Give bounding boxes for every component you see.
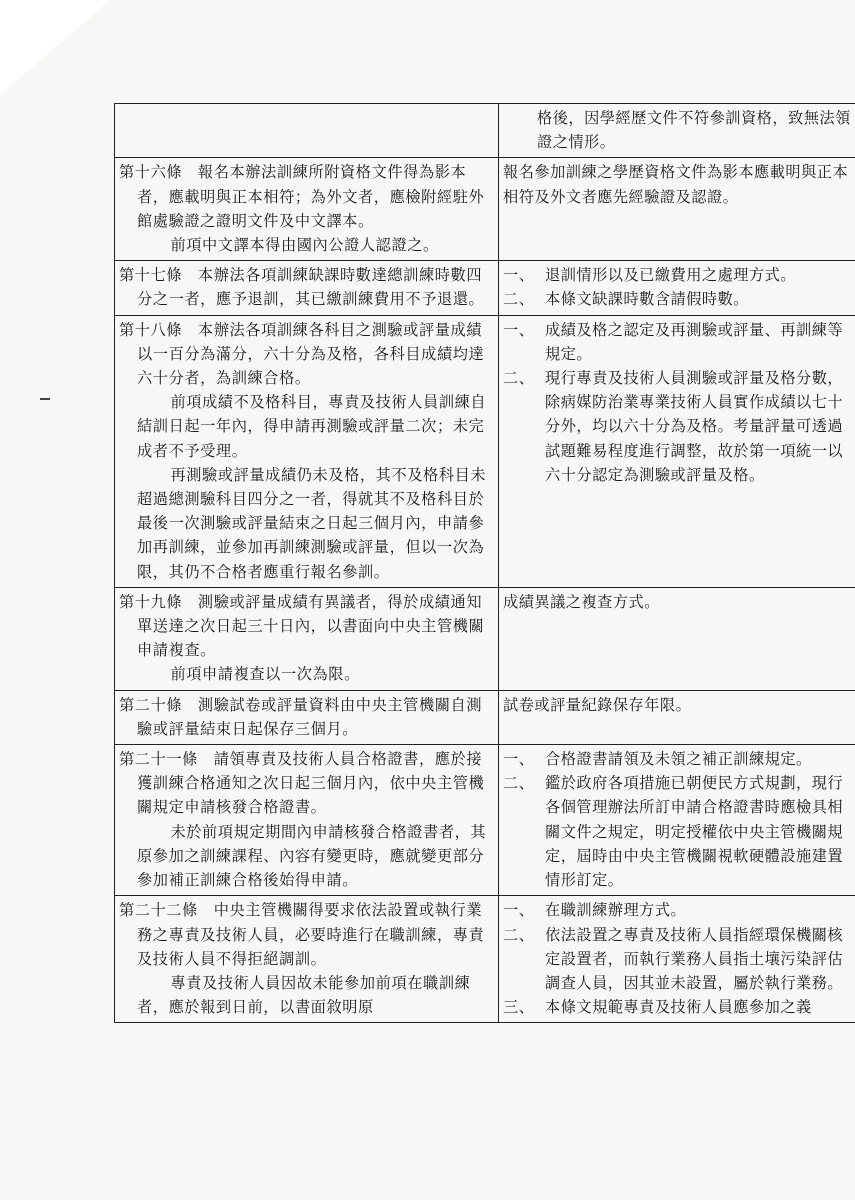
article-text: 第二十二條 中央主管機關得要求依法設置或執行業務之專責及技術人員，必要時進行在職訓練，專責及技術人員不得拒絕調訓。 [119, 901, 485, 968]
explanation-text: 成績異議之複查方式。 [503, 592, 660, 611]
item-text: 本條文缺課時數含請假時數。 [545, 290, 749, 309]
item-number: 二、 [503, 925, 535, 944]
article-text: 第二十條 測驗試卷或評量資料由中央主管機關自測驗或評量結束日起保存三個月。 [119, 695, 483, 738]
explanation-text: 報名參加訓練之學歷資格文件為影本應載明與正本相符及外文者應先經驗證及認證。 [503, 163, 849, 206]
article-paragraph: 前項中文譯本得由國內公證人認證之。 [170, 236, 439, 255]
explanation-item [503, 995, 853, 1019]
table-row [115, 104, 855, 158]
explanation-cell [499, 587, 855, 690]
table-row [115, 745, 855, 896]
article-text: 第十七條 本辦法各項訓練缺課時數達總訓練時數四分之一者，應予退訓，其已繳訓練費用不予退還。 [119, 266, 485, 309]
table-row [115, 690, 855, 744]
explanation-cell [499, 104, 855, 158]
article-cell [115, 158, 499, 261]
article-paragraph: 專責及技術人員因故未能參加前項在職訓練者，應於報到日前，以書面敘明原 [137, 973, 471, 1017]
item-text: 依法設置之專責及技術人員指經環保機關核定設置者，而執行業務人員指土壤污染評估調查人員，因其並未設置，屬於執行業務。 [545, 925, 844, 992]
item-text: 本條文規範專責及技術人員應參加之義 [545, 998, 812, 1017]
item-number: 一、 [503, 266, 535, 285]
explanation-text: 試卷或評量紀錄保存年限。 [503, 695, 692, 714]
explanation-item [503, 318, 853, 366]
article-cell [115, 104, 499, 158]
item-number: 一、 [503, 901, 535, 920]
article-paragraph: 前項成績不及格科目，專責及技術人員訓練自結訓日起一年內，得申請再測驗或評量二次；未完成者不予受理。 [137, 393, 487, 460]
item-number: 一、 [503, 750, 535, 769]
article-paragraph: 前項申請複查以一次為限。 [170, 665, 360, 684]
explanation-item [503, 898, 853, 922]
article-paragraph: 未於前項規定期間內申請核發合格證書者，其原參加之訓練課程、內容有變更時，應就變更部分參加補正訓練合格後始得申請。 [137, 822, 487, 890]
item-number: 三、 [503, 998, 535, 1017]
article-cell [115, 315, 499, 587]
article-text: 第二十一條 請領專責及技術人員合格證書，應於接獲訓練合格通知之次日起三個月內，依中央主管機關規定申請核發合格證書。 [119, 750, 485, 817]
scan-corner-shadow [0, 0, 110, 95]
article-cell [115, 745, 499, 896]
table-row [115, 896, 855, 1023]
explanation-cell [499, 745, 855, 896]
table-row [115, 587, 855, 690]
article-text: 第十九條 測驗或評量成績有異議者，得於成績通知單送達之次日起三十日內，以書面向中央主管機關申請複查。 [119, 592, 485, 660]
explanation-cell [499, 690, 855, 744]
item-number: 二、 [503, 774, 535, 793]
table-row [115, 315, 855, 587]
explanation-item [503, 747, 853, 771]
item-text: 鑑於政府各項措施已朝便民方式規劃，現行各個管理辦法所訂申請合格證書時應檢具相關文件之規定，明定授權依中央主管機關規定，屆時由中央主管機關視軟硬體設施建置情形訂定。 [545, 774, 844, 890]
explanation-cell [499, 261, 855, 315]
explanation-cell [499, 896, 855, 1023]
explanation-continuation: 格後，因學經歷文件不符參訓資格，致無法領證之情形。 [537, 109, 851, 152]
explanation-cell [499, 315, 855, 587]
regulation-table [114, 103, 855, 1023]
explanation-item [503, 366, 853, 487]
explanation-item [503, 923, 853, 996]
article-cell [115, 690, 499, 744]
table-row [115, 158, 855, 261]
explanation-cell [499, 158, 855, 261]
item-text: 現行專責及技術人員測驗或評量及格分數，除病媒防治業專業技術人員實作成績以七十分外，均以六十分為及格。考量評量可透過試題難易程度進行調整，故於第一項統一以六十分認定為測驗或評量及格。 [545, 369, 844, 484]
article-cell [115, 896, 499, 1023]
article-cell [115, 587, 499, 690]
item-number: 一、 [503, 320, 535, 339]
explanation-item [503, 771, 853, 892]
item-number: 二、 [503, 290, 535, 309]
item-text: 成績及格之認定及再測驗或評量、再訓練等規定。 [545, 320, 844, 363]
article-paragraph: 再測驗或評量成績仍未及格，其不及格科目未超過總測驗科目四分之一者，得就其不及格科目於最後一次測驗或評量結束之日起三個月內，申請參加再訓練，並參加再訓練測驗或評量，但以一次為限，其仍不合格者應重行報名參訓。 [137, 465, 487, 581]
item-text: 在職訓練辦理方式。 [545, 901, 687, 920]
explanation-item [503, 287, 853, 311]
scan-mark [40, 398, 50, 400]
item-number: 二、 [503, 369, 535, 388]
article-text: 第十六條 報名本辦法訓練所附資格文件得為影本者，應載明與正本相符；為外文者，應檢附經駐外館處驗證之證明文件及中文譯本。 [119, 163, 485, 230]
explanation-item [503, 263, 853, 287]
table-row [115, 261, 855, 315]
item-text: 合格證書請領及未領之補正訓練規定。 [545, 750, 812, 769]
article-text: 第十八條 本辦法各項訓練各科目之測驗或評量成績以一百分為滿分，六十分為及格，各科目成績均達六十分者，為訓練合格。 [119, 320, 485, 388]
item-text: 退訓情形以及已繳費用之處理方式。 [545, 266, 796, 285]
article-cell [115, 261, 499, 315]
